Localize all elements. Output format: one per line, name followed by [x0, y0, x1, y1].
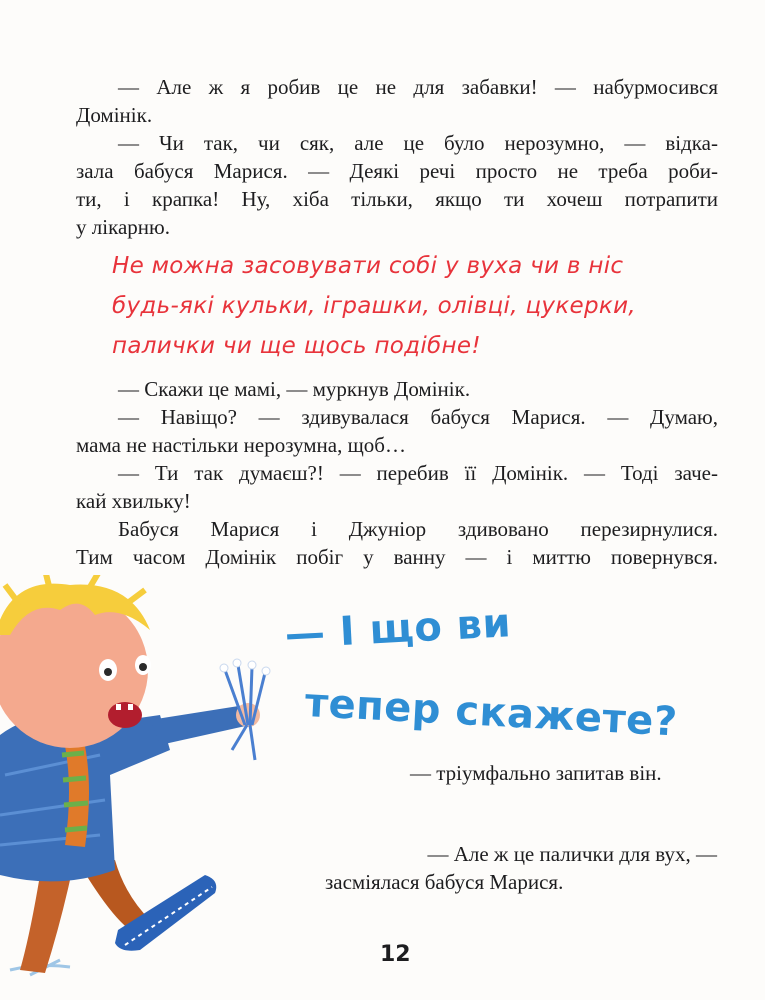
text-line: Домінік.	[76, 103, 153, 127]
text-line: — Навіщо? — здивувалася бабуся Марися. — Думаю,	[118, 405, 718, 429]
boy-arm	[150, 705, 250, 745]
text-line: мама не настільки нерозумна, щоб…	[76, 433, 406, 457]
caption-triumph: — тріумфально запитав він.	[410, 761, 662, 785]
boy-leg	[20, 875, 70, 973]
shout-line-2: тепер скажете?	[303, 680, 679, 746]
text-line: Тим часом Домінік побіг у ванну — і миттю повернувся.	[76, 545, 718, 569]
page-number: 12	[380, 942, 411, 967]
caption-line: — Але ж це палички для вух, —	[427, 842, 717, 866]
boy-illustration	[0, 575, 330, 1000]
text-line: — Чи так, чи сяк, але це було нерозумно, — відка-	[118, 131, 718, 155]
text-line: — Але ж я робив це не для забавки! — набурмосився	[118, 75, 718, 99]
text-line: кай хвильку!	[76, 489, 191, 513]
warning-line: палички чи ще щось подібне!	[112, 333, 481, 359]
shout-line-1: — І що ви	[283, 600, 513, 658]
warning-line: Не можна засовувати собі у вуха чи в ніс	[112, 253, 624, 279]
text-line: — Ти так думаєш?! — перебив її Домінік. — Тоді заче-	[118, 461, 718, 485]
paragraph-3	[76, 375, 718, 403]
paragraph-5	[76, 459, 718, 515]
paragraph-4	[76, 403, 718, 459]
boy-mouth	[108, 702, 142, 728]
text-line: ти, і крапка! Ну, хіба тільки, якщо ти хочеш потрапити	[76, 187, 718, 211]
paragraph-2	[76, 129, 718, 241]
text-line: Бабуся Марися і Джуніор здивовано перезирнулися.	[118, 517, 718, 541]
caption-line: засміялася бабуся Марися.	[325, 870, 564, 894]
text-line: у лікарню.	[76, 215, 170, 239]
warning-text	[112, 246, 712, 366]
warning-line: будь-які кульки, іграшки, олівці, цукерки,	[112, 293, 636, 319]
text-line: — Скажи це мамі, — муркнув Домінік.	[118, 377, 471, 401]
paragraph-6	[76, 515, 718, 571]
text-line: зала бабуся Марися. — Деякі речі просто не треба роби-	[76, 159, 718, 183]
caption-laugh	[325, 840, 717, 896]
paragraph-1	[76, 73, 718, 129]
